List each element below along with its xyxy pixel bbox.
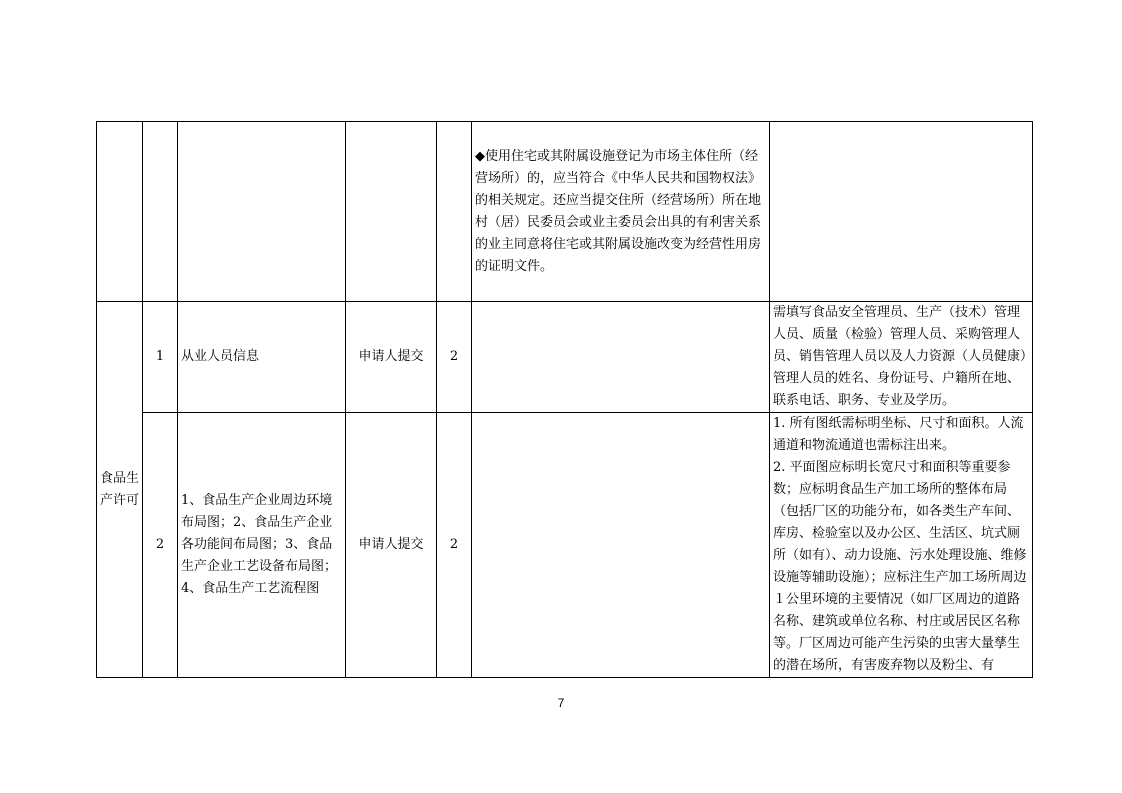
copies-cell (437, 302, 472, 413)
source-cell (346, 413, 437, 678)
requirements-table (96, 121, 1033, 678)
requirement-paragraph-1: 1. 所有图纸需标明坐标、尺寸和面积。人流通道和物流通道也需标注出来。 (773, 416, 1024, 453)
copies-cell (437, 413, 472, 678)
source-text: 申请人提交 (358, 537, 424, 552)
material-name: 1、食品生产企业周边环境布局图；2、食品生产企业各功能间布局图；3、食品生产企业工艺设备布局图；4、食品生产工艺流程图 (181, 493, 338, 596)
table-row-layout-drawings (97, 413, 1033, 678)
requirements-cell (770, 302, 1033, 413)
copies-count: 2 (449, 349, 459, 364)
page-number: 7 (557, 696, 565, 710)
material-name-cell (178, 413, 346, 678)
copies-cell-empty (437, 122, 472, 302)
material-name-cell (178, 302, 346, 413)
item-index: 1 (155, 349, 165, 364)
item-index-cell (143, 413, 178, 678)
item-index-cell (143, 302, 178, 413)
note-cell-empty (472, 302, 770, 413)
table-row-staff-info (97, 302, 1033, 413)
requirements-cell (770, 413, 1033, 678)
requirements-cell-empty (770, 122, 1033, 302)
category-cell (97, 302, 143, 678)
item-index: 2 (155, 537, 165, 552)
requirement-paragraph-2: 2. 平面图应标明长宽尺寸和面积等重要参数；应标明食品生产加工场所的整体布局（包括厂区的功能分布，如各类生产车间、库房、检验室以及办公区、生活区、坑式厕所（如有）、动力设施、污水处理设施、维修设施等辅助设施）；应标注生产加工场所周边１公里环境的主要情况（如厂区周边的道路名称、建筑或单位名称、村庄或居民区名称等。厂区周边可能产生污染的虫害大量孳生的潜在场所，有害废弃物以及粉尘、有 (773, 460, 1027, 673)
copies-count: 2 (449, 537, 459, 552)
requirements-text: 需填写食品安全管理员、生产（技术）管理人员、质量（检验）管理人员、采购管理人员、销售管理人员以及人力资源（人员健康）管理人员的姓名、身份证号、户籍所在地、联系电话、职务、专业及学历。 (773, 305, 1027, 408)
category-cell-empty (97, 122, 143, 302)
residence-note-text: ◆使用住宅或其附属设施登记为市场主体住所（经营场所）的，应当符合《中华人民共和国物权法》的相关规定。还应当提交住所（经营场所）所在地村（居）民委员会或业主委员会出具的有利害关系的业主同意将住宅或其附属设施改变为经营性用房的证明文件。 (475, 148, 762, 274)
source-cell (346, 302, 437, 413)
table-row-residence-note (97, 122, 1033, 302)
index-cell-empty (143, 122, 178, 302)
note-cell-empty (472, 413, 770, 678)
residence-note-cell (472, 122, 770, 302)
source-text: 申请人提交 (358, 349, 424, 364)
material-cell-empty (178, 122, 346, 302)
material-name: 从业人员信息 (181, 349, 260, 364)
source-cell-empty (346, 122, 437, 302)
category-label: 食品生产许可 (100, 470, 140, 508)
